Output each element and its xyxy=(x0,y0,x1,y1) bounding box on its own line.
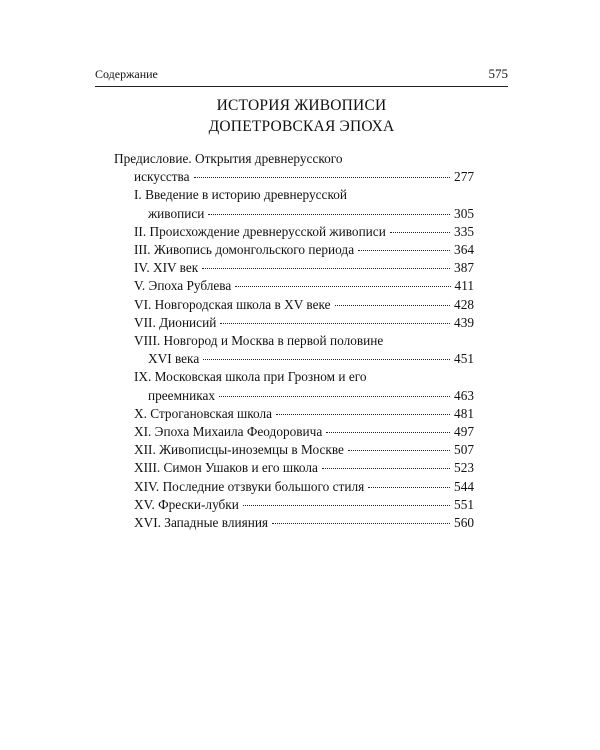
toc-page-number: 497 xyxy=(454,424,474,440)
dot-leader xyxy=(358,250,450,251)
toc-entry[interactable] xyxy=(114,496,474,514)
dot-leader xyxy=(272,523,450,524)
toc-entry[interactable] xyxy=(114,405,474,423)
toc-entry-line xyxy=(134,478,474,496)
toc-entry[interactable] xyxy=(114,423,474,441)
toc-entry-title: XIV. Последние отзвуки большого стиля xyxy=(134,478,365,494)
dot-leader xyxy=(220,323,450,324)
dot-leader xyxy=(208,214,450,215)
toc-entry-title-cont: живописи xyxy=(148,205,205,221)
toc-entry-title: III. Живопись домонгольского периода xyxy=(134,242,355,258)
toc-entry[interactable] xyxy=(114,478,474,496)
toc-entry[interactable] xyxy=(114,277,474,295)
toc-entry-line xyxy=(134,223,474,241)
toc-page-number: 507 xyxy=(454,442,474,458)
toc-page-number: 544 xyxy=(454,478,474,494)
toc-entry-title: VII. Дионисий xyxy=(134,314,217,330)
toc-entry-title: VI. Новгородская школа в XV веке xyxy=(134,296,331,312)
toc-entry-title: II. Происхождение древнерусской живописи xyxy=(134,223,386,239)
dot-leader xyxy=(203,359,450,360)
toc-entry[interactable] xyxy=(114,441,474,459)
toc-entry-line xyxy=(134,259,474,277)
toc-entry[interactable] xyxy=(114,459,474,477)
heading-line-2: ДОПЕТРОВСКАЯ ЭПОХА xyxy=(208,118,395,135)
toc-entry-line xyxy=(134,296,474,314)
toc-entry[interactable] xyxy=(114,241,474,259)
toc-entry[interactable] xyxy=(114,332,474,368)
toc-entry[interactable] xyxy=(114,314,474,332)
toc-entry-line xyxy=(134,423,474,441)
toc-page-number: 411 xyxy=(454,278,474,294)
toc-entry-line xyxy=(134,241,474,259)
toc-entry-preface[interactable] xyxy=(114,150,474,186)
page-number: 575 xyxy=(488,66,508,81)
toc-entry-line xyxy=(134,186,474,204)
toc-entry-title-cont: преемниках xyxy=(148,387,216,403)
toc-page-number: 451 xyxy=(454,351,474,367)
toc-page-number: 335 xyxy=(454,223,474,239)
toc-entry-line xyxy=(134,514,474,532)
dot-leader xyxy=(276,414,450,415)
dot-leader xyxy=(368,487,450,488)
toc-entry-line xyxy=(134,277,474,295)
toc-entry-line xyxy=(114,168,474,186)
dot-leader xyxy=(390,232,450,233)
dot-leader xyxy=(194,177,450,178)
toc-page-number: 439 xyxy=(454,314,474,330)
toc-entry-title: VIII. Новгород и Москва в первой половине xyxy=(134,333,384,349)
toc-entry-title-cont: XVI века xyxy=(148,351,200,367)
toc-entry-line xyxy=(134,405,474,423)
toc-page-number: 523 xyxy=(454,460,474,476)
dot-leader xyxy=(235,286,450,287)
toc-entry[interactable] xyxy=(114,259,474,277)
toc-entry-title: XIII. Симон Ушаков и его школа xyxy=(134,460,318,476)
running-head xyxy=(95,66,508,87)
toc-entry-title: X. Строгановская школа xyxy=(134,405,273,421)
toc-entry[interactable] xyxy=(114,368,474,404)
section-heading xyxy=(95,95,508,137)
dot-leader xyxy=(202,268,450,269)
toc-page-number: 551 xyxy=(454,496,474,512)
dot-leader xyxy=(335,305,451,306)
toc-entry-line xyxy=(134,387,474,405)
toc-entry-title: XI. Эпоха Михаила Феодоровича xyxy=(134,424,323,440)
toc-entry-line xyxy=(134,368,474,386)
dot-leader xyxy=(219,396,450,397)
toc-page-number: 560 xyxy=(454,515,474,531)
toc-entry[interactable] xyxy=(114,186,474,222)
toc-entry-line xyxy=(134,496,474,514)
toc-entry-line xyxy=(134,459,474,477)
section-title: Содержание xyxy=(95,67,158,81)
toc-entry-title: XVI. Западные влияния xyxy=(134,515,269,531)
toc-page-number: 463 xyxy=(454,387,474,403)
toc-entry[interactable] xyxy=(114,514,474,532)
toc-page-number: 277 xyxy=(454,169,474,185)
toc-entry[interactable] xyxy=(114,296,474,314)
toc-entry-line xyxy=(134,350,474,368)
toc-entry-title: XII. Живописцы-иноземцы в Москве xyxy=(134,442,344,458)
toc-entry-line xyxy=(114,150,474,168)
dot-leader xyxy=(243,505,450,506)
heading-line-1: ИСТОРИЯ ЖИВОПИСИ xyxy=(216,97,387,114)
toc-entry-title: I. Введение в историю древнерусской xyxy=(134,187,348,203)
toc-entry-line xyxy=(134,441,474,459)
toc-entry-title: XV. Фрески-лубки xyxy=(134,496,239,512)
toc-page-number: 364 xyxy=(454,242,474,258)
toc-entry-line xyxy=(134,205,474,223)
toc-entry-line xyxy=(134,332,474,350)
toc-page-number: 305 xyxy=(454,205,474,221)
table-of-contents xyxy=(114,150,474,532)
dot-leader xyxy=(348,450,450,451)
toc-entry-title: IV. XIV век xyxy=(134,260,199,276)
toc-page-number: 481 xyxy=(454,405,474,421)
dot-leader xyxy=(322,468,450,469)
dot-leader xyxy=(326,432,450,433)
toc-entry-line xyxy=(134,314,474,332)
toc-entry-title: IX. Московская школа при Грозном и его xyxy=(134,369,367,385)
toc-page-number: 387 xyxy=(454,260,474,276)
toc-entry-title-cont: искусства xyxy=(134,169,190,185)
toc-entry[interactable] xyxy=(114,223,474,241)
toc-entry-title: Предисловие. Открытия древнерусского xyxy=(114,151,343,166)
toc-page-number: 428 xyxy=(454,296,474,312)
toc-entry-title: V. Эпоха Рублева xyxy=(134,278,232,294)
